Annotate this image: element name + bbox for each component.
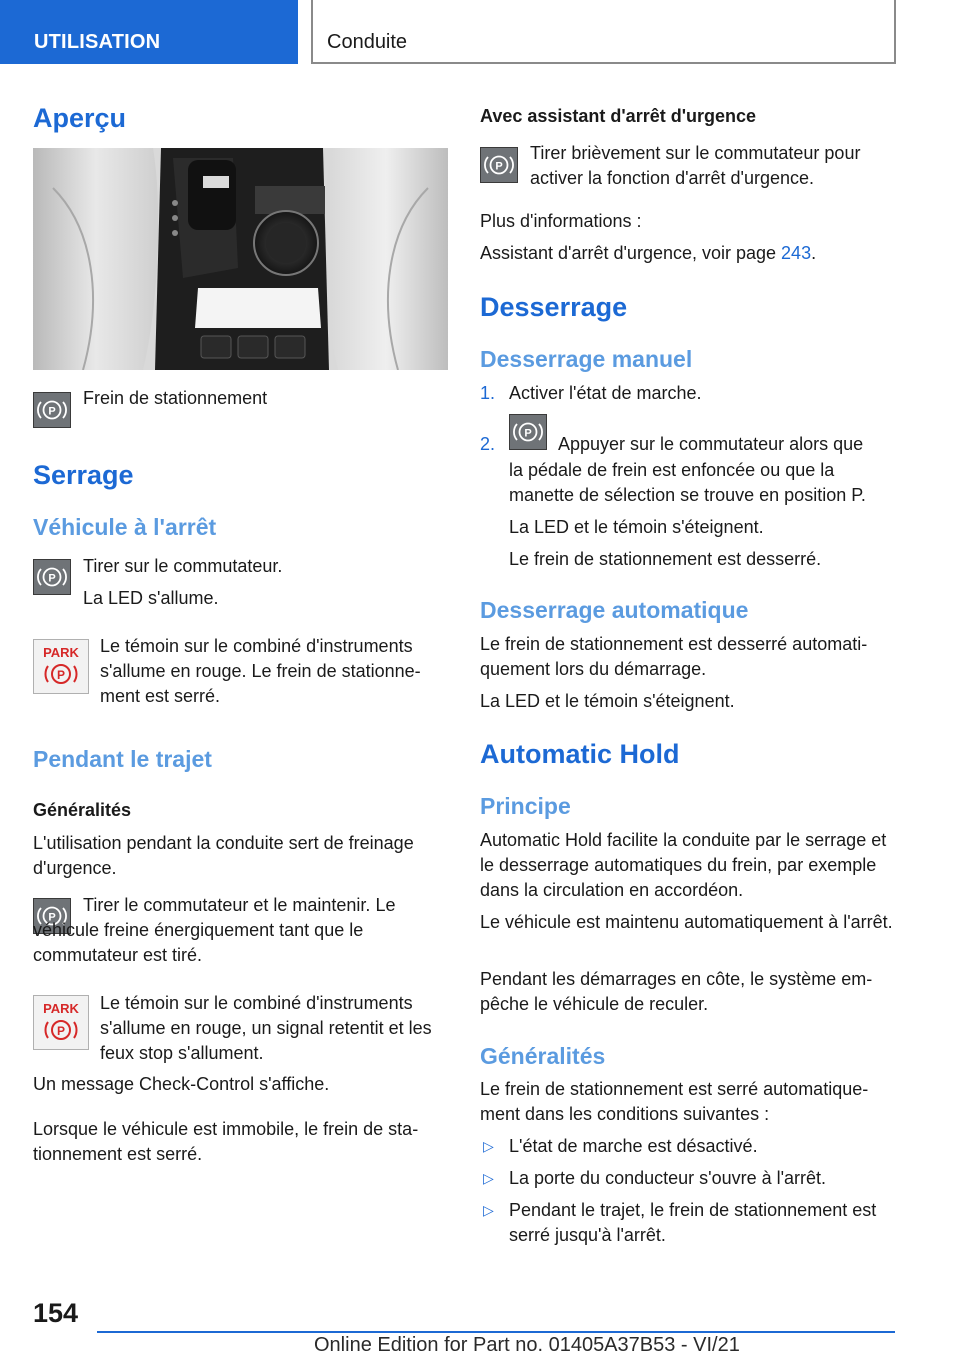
emergency-text: Tirer brièvement sur le commutateur pour activer la fonction d'arrêt d'urgence. bbox=[530, 143, 861, 188]
principle-text-2: Le véhicule est maintenu automatiquement à l'arrêt. bbox=[480, 912, 893, 932]
auto-release-text-2: La LED et le témoin s'éteignent. bbox=[480, 691, 735, 711]
hold-general-heading: Généralités bbox=[480, 1043, 606, 1069]
parking-brake-switch-icon bbox=[33, 559, 71, 595]
overview-heading: Aperçu bbox=[33, 103, 127, 133]
more-info-label: Plus d'informations : bbox=[480, 211, 642, 231]
svg-text:P: P bbox=[56, 1024, 66, 1038]
overview-caption: Frein de stationnement bbox=[83, 388, 268, 408]
step-2-text-rest: la pédale de frein est enfoncée ou que la manette de sélection se trouve en position P. bbox=[509, 460, 866, 505]
step-2-text-line1: Appuyer sur le commutateur alors que bbox=[558, 434, 864, 454]
svg-text:P: P bbox=[56, 668, 66, 682]
principle-heading: Principe bbox=[480, 793, 571, 819]
step-1-text: Activer l'état de marche. bbox=[509, 383, 702, 403]
edition-info: Online Edition for Part no. 01405A37B53 - VI/21 bbox=[314, 1334, 740, 1356]
svg-text:P: P bbox=[48, 572, 56, 585]
manual-release-heading: Desserrage manuel bbox=[480, 346, 693, 372]
hold-general-text: Le frein de stationnement est serré automatique-ment dans les conditions suivantes : bbox=[480, 1079, 869, 1124]
general-warning: Le témoin sur le combiné d'instruments s'allume en rouge, un signal retentit et les feux stop s'allument. bbox=[100, 993, 432, 1063]
svg-text:PARK: PARK bbox=[43, 645, 79, 660]
stationary-text-1: Tirer sur le commutateur. bbox=[83, 556, 283, 576]
principle-text-3: Pendant les démarrages en côte, le système em-pêche le véhicule de reculer. bbox=[480, 969, 873, 1014]
general-text-2: Tirer le commutateur et le maintenir. Le véhicule freine énergiquement tant que le commutateur est tiré. bbox=[33, 895, 396, 965]
step-2-text-3: Le frein de stationnement est desserré. bbox=[509, 549, 822, 569]
automatic-hold-heading: Automatic Hold bbox=[480, 739, 680, 769]
footer-divider bbox=[97, 1331, 895, 1333]
auto-release-text-1: Le frein de stationnement est desserré automati-quement lors du démarrage. bbox=[480, 634, 868, 679]
stationary-text-2: La LED s'allume. bbox=[83, 588, 219, 608]
list-item: Pendant le trajet, le frein de stationnement est serré jusqu'à l'arrêt. bbox=[509, 1200, 877, 1245]
step-number: 1. bbox=[480, 383, 496, 403]
chapter-title: Conduite bbox=[311, 0, 896, 64]
step-number: 2. bbox=[480, 434, 496, 454]
auto-release-heading: Desserrage automatique bbox=[480, 597, 749, 623]
svg-text:P: P bbox=[495, 160, 503, 173]
general-text-1: L'utilisation pendant la conduite sert de freinage d'urgence. bbox=[33, 833, 414, 878]
svg-text:P: P bbox=[524, 427, 532, 440]
list-item: L'état de marche est désactivé. bbox=[509, 1136, 758, 1156]
bullet-triangle-icon: ▷ bbox=[483, 1202, 494, 1218]
general-text-4: Lorsque le véhicule est immobile, le frein de sta-tionnement est serré. bbox=[33, 1119, 419, 1164]
stationary-heading: Véhicule à l'arrêt bbox=[33, 514, 217, 540]
bullet-triangle-icon: ▷ bbox=[483, 1170, 494, 1186]
list-item: La porte du conducteur s'ouvre à l'arrêt. bbox=[509, 1168, 827, 1188]
section-tab: UTILISATION bbox=[0, 0, 298, 64]
page-header bbox=[0, 0, 960, 66]
apply-heading: Serrage bbox=[33, 460, 134, 490]
svg-text:PARK: PARK bbox=[43, 1001, 79, 1016]
park-warning-icon bbox=[33, 639, 89, 694]
emergency-heading: Avec assistant d'arrêt d'urgence bbox=[480, 106, 757, 126]
step-2-text-2: La LED et le témoin s'éteignent. bbox=[509, 517, 764, 537]
park-warning-icon bbox=[33, 995, 89, 1050]
principle-text-1: Automatic Hold facilite la conduite par le serrage et le desserrage automatiques du frein, par exemple dans la circulation en accordéon. bbox=[480, 830, 887, 900]
stationary-warning: Le témoin sur le combiné d'instruments s'allume en rouge. Le frein de stationne-ment est serré. bbox=[100, 636, 421, 706]
cross-reference-text: Assistant d'arrêt d'urgence, voir page bbox=[480, 243, 782, 263]
svg-text:P: P bbox=[48, 405, 56, 418]
driving-heading: Pendant le trajet bbox=[33, 746, 212, 772]
parking-brake-switch-icon bbox=[480, 147, 518, 183]
parking-brake-switch-icon bbox=[33, 392, 71, 428]
parking-brake-switch-icon bbox=[509, 414, 547, 450]
svg-text:P: P bbox=[48, 911, 56, 924]
general-heading: Généralités bbox=[33, 800, 132, 820]
cross-reference: Assistant d'arrêt d'urgence, voir page 243. bbox=[480, 243, 817, 263]
center-console-image bbox=[33, 148, 448, 370]
general-text-3: Un message Check-Control s'affiche. bbox=[33, 1074, 330, 1094]
release-heading: Desserrage bbox=[480, 292, 628, 322]
page-link-243[interactable]: 243 bbox=[781, 243, 812, 263]
page-number: 154 bbox=[33, 1298, 79, 1328]
bullet-triangle-icon: ▷ bbox=[483, 1138, 494, 1154]
